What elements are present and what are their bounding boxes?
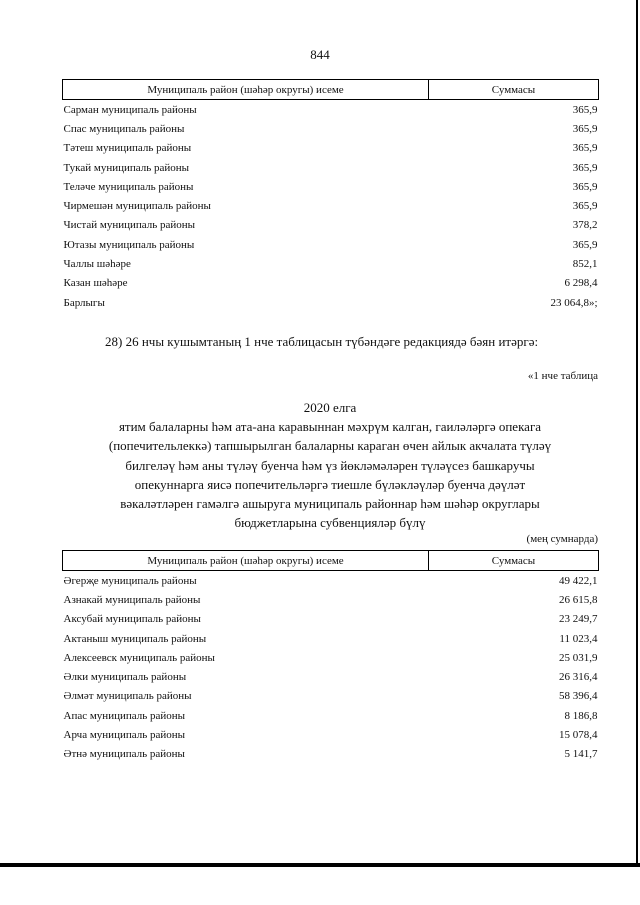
district-name: Әлки муниципаль районы — [63, 671, 187, 684]
table-row — [63, 235, 599, 254]
district-amount: 11 023,4 — [559, 632, 598, 645]
district-amount: 365,9 — [572, 161, 598, 174]
table-row — [63, 254, 599, 273]
district-name: Апас муниципаль районы — [63, 709, 186, 722]
table-row — [63, 196, 599, 215]
district-name: Чистай муниципаль районы — [63, 219, 196, 232]
district-name: Аксубай муниципаль районы — [63, 613, 201, 626]
district-name: Спас муниципаль районы — [63, 122, 185, 135]
district-amount: 15 078,4 — [559, 729, 598, 742]
table-row — [63, 100, 599, 120]
table-row — [63, 667, 599, 686]
district-amount: 58 396,4 — [559, 690, 598, 703]
table-row — [63, 687, 599, 706]
table-row — [63, 177, 599, 196]
scan-bottom-edge — [0, 863, 640, 867]
district-amount: 25 031,9 — [559, 651, 598, 664]
district-name: Чирмешән муниципаль районы — [63, 200, 211, 213]
district-amount: 26 615,8 — [559, 593, 598, 606]
table-row — [63, 216, 599, 235]
table-row — [63, 725, 599, 744]
units-note: (мең сумнарда) — [526, 533, 598, 545]
heading-line: бюджетларына субвенцияләр бүлү — [234, 515, 426, 531]
table-row — [63, 590, 599, 609]
scan-right-edge — [636, 0, 638, 863]
column-header-amount: Суммасы — [429, 551, 599, 571]
district-name: Алексеевск муниципаль районы — [63, 651, 215, 664]
total-amount: 23 064,8»; — [550, 296, 598, 309]
heading-line: (попечительлеккә) тапшырылган балаларны караган өчен айлык акчалата түләү — [108, 438, 552, 454]
district-amount: 49 422,1 — [559, 574, 598, 587]
total-label: Барлыгы — [63, 296, 105, 309]
district-amount: 365,9 — [572, 200, 598, 213]
district-name: Тукай муниципаль районы — [63, 161, 190, 174]
table-row — [63, 571, 599, 591]
district-amount: 6 298,4 — [564, 277, 598, 290]
table-heading — [70, 398, 590, 532]
table-row — [63, 706, 599, 725]
district-name: Арча муниципаль районы — [63, 729, 186, 742]
subvention-table-2020 — [62, 550, 599, 764]
district-amount: 5 141,7 — [564, 748, 598, 761]
district-name: Теләче муниципаль районы — [63, 180, 194, 193]
column-header-amount: Суммасы — [429, 80, 599, 100]
heading-line: опекуннарга яисә попечительләргә тиешле бүләкләүләр буенча дәүләт — [134, 476, 526, 492]
table-reference: «1 нче таблица — [527, 370, 598, 382]
district-amount: 365,9 — [572, 142, 598, 155]
district-name: Ютазы муниципаль районы — [63, 238, 195, 251]
district-amount: 8 186,8 — [564, 709, 598, 722]
district-amount: 365,9 — [572, 180, 598, 193]
amendment-paragraph: 28) 26 нчы кушымтаның 1 нче таблицасын түбәндәге редакциядә бәян итәргә: — [105, 334, 539, 349]
heading-line: вәкаләтләрен гамәлгә ашыруга муниципаль районнар һәм шәһәр округлары — [120, 496, 540, 512]
table-header-row — [63, 551, 599, 571]
table-row — [63, 119, 599, 138]
column-header-name: Муниципаль район (шәһәр округы) исеме — [63, 80, 429, 100]
table-row — [63, 745, 599, 764]
district-amount: 378,2 — [572, 219, 598, 232]
district-name: Әтнә муниципаль районы — [63, 748, 185, 761]
district-name: Чаллы шәһәре — [63, 258, 131, 271]
district-amount: 365,9 — [572, 238, 598, 251]
district-name: Казан шәһәре — [63, 277, 128, 290]
heading-line: билгеләү һәм аны түләү буенча һәм үз йөкләмәләрен түләүсез башкаручы — [125, 457, 535, 473]
page-number: 844 — [310, 47, 330, 62]
table-row — [63, 274, 599, 293]
district-amount: 26 316,4 — [559, 671, 598, 684]
table-row — [63, 629, 599, 648]
district-name: Әгерҗе муниципаль районы — [63, 574, 197, 587]
table-row — [63, 610, 599, 629]
column-header-name: Муниципаль район (шәһәр округы) исеме — [63, 551, 429, 571]
total-row — [63, 293, 599, 312]
table-row — [63, 158, 599, 177]
district-name: Әлмәт муниципаль районы — [63, 690, 192, 703]
district-name: Сарман муниципаль районы — [63, 103, 197, 116]
heading-line: ятим балаларны һәм ата-ана каравыннан мәхрүм калган, гаиләләргә опекага — [118, 419, 542, 435]
district-name: Тәтеш муниципаль районы — [63, 142, 192, 155]
table-header-row — [63, 80, 599, 100]
district-amount: 365,9 — [572, 103, 598, 116]
subvention-table-continued — [62, 79, 599, 312]
table-row — [63, 139, 599, 158]
table-row — [63, 648, 599, 667]
district-amount: 365,9 — [572, 122, 598, 135]
district-name: Актаныш муниципаль районы — [63, 632, 207, 645]
district-name: Азнакай муниципаль районы — [63, 593, 201, 606]
heading-year: 2020 елга — [303, 400, 357, 415]
district-amount: 852,1 — [572, 258, 598, 271]
district-amount: 23 249,7 — [559, 613, 598, 626]
